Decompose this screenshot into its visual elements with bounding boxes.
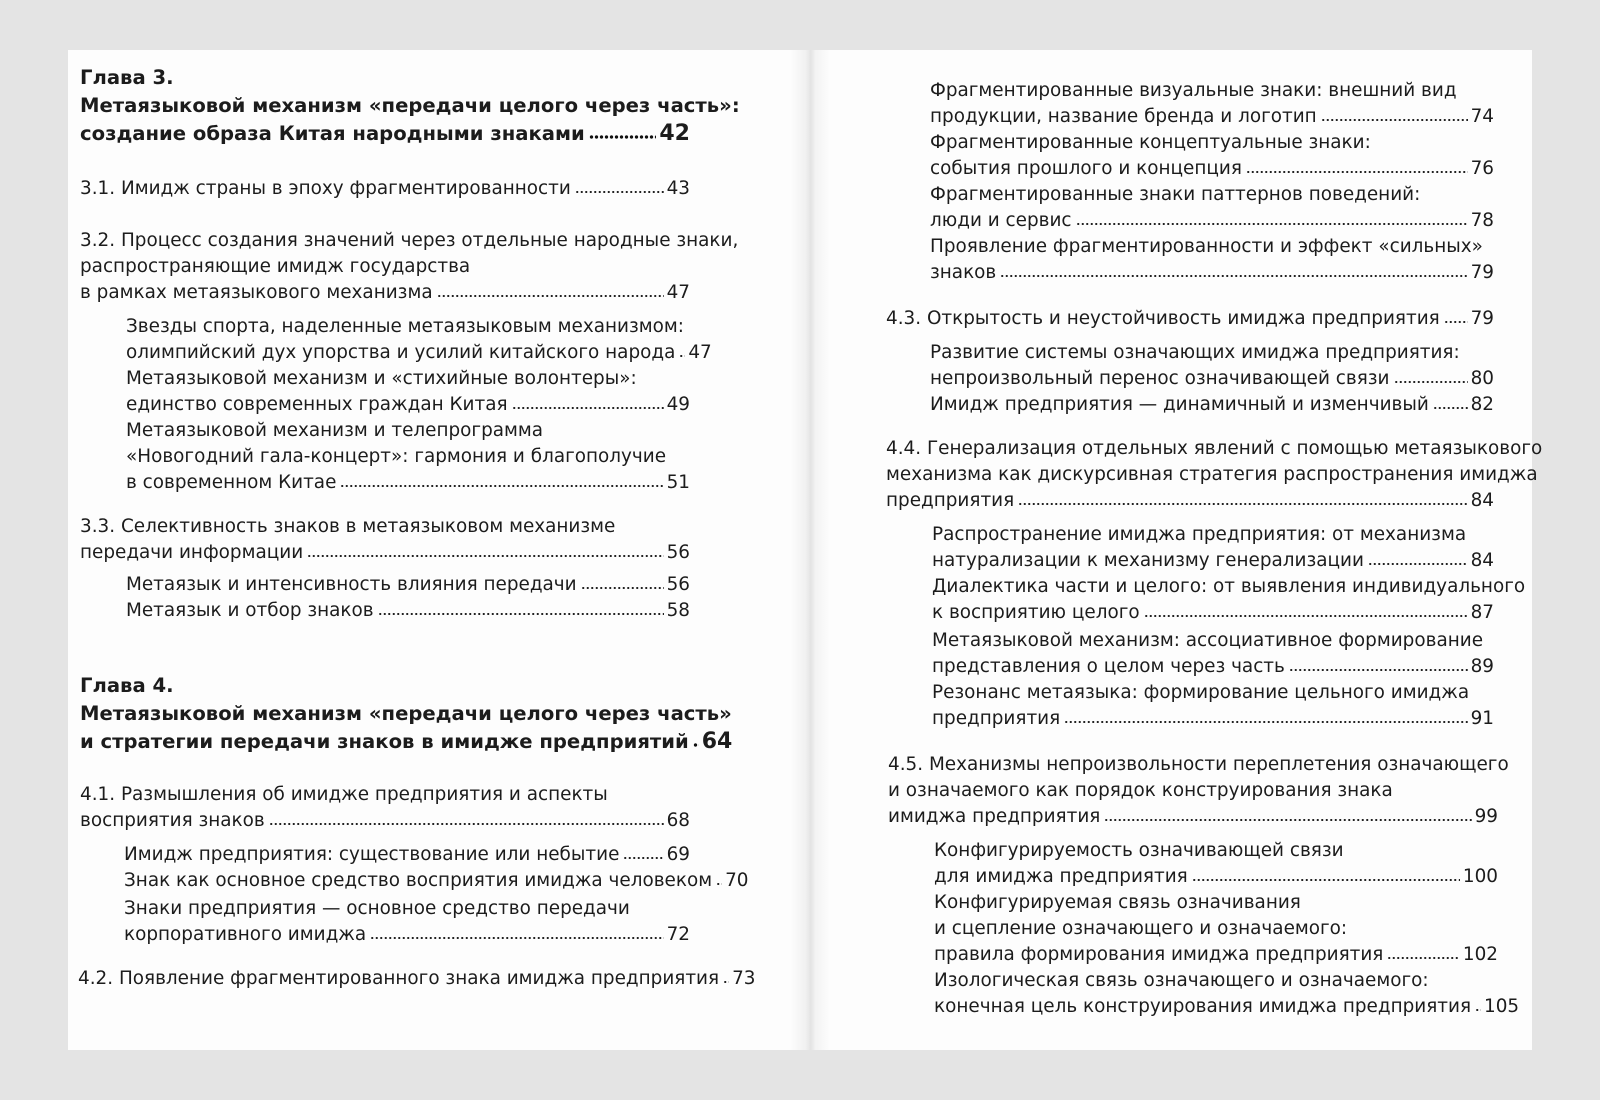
toc-subentry-gala[interactable]: в современном Китае 51 <box>126 470 690 496</box>
toc-text-3-3: 3.3. Селективность знаков в метаязыковом механизме <box>80 516 616 537</box>
toc-text-4-4: 4.4. Генерализация отдельных явлений с помощью метаязыкового <box>886 438 1543 459</box>
page-number: 78 <box>1470 210 1494 231</box>
chapter3-title-line: Метаязыковой механизм «передачи целого через часть»: <box>80 94 740 117</box>
toc-subentry-stars[interactable]: олимпийский дух упорства и усилий китайского народа 47 <box>126 340 690 366</box>
page-number: 69 <box>666 844 690 865</box>
toc-subentry-config-link[interactable]: правила формирования имиджа предприятия 102 <box>934 942 1498 968</box>
toc-subtext: Изологическая связь означающего и означаемого: <box>934 970 1429 991</box>
toc-entry-chapter3[interactable]: создание образа Китая народными знаками 42 <box>80 121 690 146</box>
page-number: 105 <box>1484 996 1520 1017</box>
toc-subtext: Конфигурируемость означивающей связи <box>934 840 1344 861</box>
page-number: 84 <box>1470 490 1494 511</box>
toc-subtext: и сцепление означающего и означаемого: <box>934 918 1348 939</box>
toc-subentry-visual[interactable]: продукции, название бренда и логотип 74 <box>930 104 1494 130</box>
toc-text-4-1: 4.1. Размышления об имидже предприятия и аспекты <box>80 784 608 805</box>
page-number: 49 <box>666 394 690 415</box>
toc-subtext: Диалектика части и целого: от выявления индивидуального <box>932 576 1526 597</box>
toc-subentry-selection[interactable]: Метаязык и отбор знаков 58 <box>126 598 690 624</box>
toc-text-3-2: 3.2. Процесс создания значений через отдельные народные знаки, <box>80 230 739 251</box>
toc-entry-4-3[interactable]: 4.3. Открытость и неустойчивость имиджа предприятия 79 <box>886 306 1494 332</box>
toc-subentry-isologic[interactable]: конечная цель конструирования имиджа предприятия 105 <box>934 994 1498 1020</box>
toc-text-3-2: распространяющие имидж государства <box>80 256 471 277</box>
right-page <box>812 50 1543 1050</box>
toc-text-4-5: 4.5. Механизмы непроизвольности переплетения означающего <box>888 754 1509 775</box>
toc-subtext: Фрагментированные концептуальные знаки: <box>930 132 1371 153</box>
toc-entry-4-2[interactable]: 4.2. Появление фрагментированного знака имиджа предприятия 73 <box>78 966 690 992</box>
toc-subentry-dialectic[interactable]: к восприятию целого 87 <box>932 600 1494 626</box>
page-number: 82 <box>1470 394 1494 415</box>
chapter4-title-line: Метаязыковой механизм «передачи целого через часть» <box>80 702 732 725</box>
toc-subentry-resonance[interactable]: предприятия 91 <box>932 706 1494 732</box>
page-number: 74 <box>1470 106 1494 127</box>
left-page <box>68 50 812 1050</box>
toc-subentry-dynamic[interactable]: Имидж предприятия — динамичный и изменчивый 82 <box>930 392 1494 418</box>
toc-subentry-assoc[interactable]: представления о целом через часть 89 <box>932 654 1494 680</box>
toc-entry-chapter4[interactable]: и стратегии передачи знаков в имидже предприятий 64 <box>80 729 733 754</box>
toc-subentry-corp-signs[interactable]: корпоративного имиджа 72 <box>124 922 690 948</box>
toc-entry-3-2[interactable]: в рамках метаязыкового механизма 47 <box>80 280 690 306</box>
chapter4-label: Глава 4. <box>80 674 174 697</box>
toc-subtext: «Новогодний гала-концерт»: гармония и благополучие <box>126 446 667 467</box>
page-number: 56 <box>666 574 690 595</box>
toc-subtext: Конфигурируемая связь означивания <box>934 892 1301 913</box>
page-number: 84 <box>1470 550 1494 571</box>
toc-entry-4-5[interactable]: имиджа предприятия 99 <box>888 804 1498 830</box>
toc-subentry-strong[interactable]: знаков 79 <box>930 260 1494 286</box>
page-number: 79 <box>1470 308 1494 329</box>
page-number: 99 <box>1474 806 1498 827</box>
page-number: 72 <box>666 924 690 945</box>
chapter3-label: Глава 3. <box>80 66 174 89</box>
page-number: 89 <box>1470 656 1494 677</box>
toc-subtext: Метаязыковой механизм: ассоциативное формирование <box>932 630 1484 651</box>
page-number: 43 <box>666 178 690 199</box>
page-number: 87 <box>1470 602 1494 623</box>
toc-subentry-sign[interactable]: Знак как основное средство восприятия имиджа человеком 70 <box>124 868 690 894</box>
page-number: 70 <box>725 870 749 891</box>
book-spread <box>68 50 1543 1050</box>
toc-subtext: Фрагментированные визуальные знаки: внешний вид <box>930 80 1457 101</box>
toc-entry-3-1[interactable]: 3.1. Имидж страны в эпоху фрагментированности 43 <box>80 176 690 202</box>
toc-subentry-behavior[interactable]: люди и сервис 78 <box>930 208 1494 234</box>
toc-subtext: Знаки предприятия — основное средство передачи <box>124 898 630 919</box>
toc-subtext: Фрагментированные знаки паттернов поведений: <box>930 184 1421 205</box>
page-number: 76 <box>1470 158 1494 179</box>
page-number: 80 <box>1470 368 1494 389</box>
page-number: 64 <box>701 729 733 754</box>
toc-subtext: Распространение имиджа предприятия: от механизма <box>932 524 1467 545</box>
toc-text-4-4: механизма как дискурсивная стратегия распространения имиджа <box>886 464 1538 485</box>
toc-subtext: Развитие системы означающих имиджа предприятия: <box>930 342 1460 363</box>
page-number: 47 <box>688 342 712 363</box>
toc-subtext: Проявление фрагментированности и эффект «сильных» <box>930 236 1483 257</box>
toc-subentry-spread[interactable]: натурализации к механизму генерализации 84 <box>932 548 1494 574</box>
page-number: 51 <box>666 472 690 493</box>
page-number: 68 <box>666 810 690 831</box>
toc-subtext: Звезды спорта, наделенные метаязыковым механизмом: <box>126 316 684 337</box>
toc-entry-3-3[interactable]: передачи информации 56 <box>80 540 690 566</box>
toc-subentry-config[interactable]: для имиджа предприятия 100 <box>934 864 1498 890</box>
toc-subentry-intensity[interactable]: Метаязык и интенсивность влияния передачи 56 <box>126 572 690 598</box>
page-number: 102 <box>1462 944 1498 965</box>
toc-entry-4-1[interactable]: восприятия знаков 68 <box>80 808 690 834</box>
page-number: 58 <box>666 600 690 621</box>
toc-entry-4-4[interactable]: предприятия 84 <box>886 488 1494 514</box>
page-number: 47 <box>666 282 690 303</box>
toc-subentry-volunteers[interactable]: единство современных граждан Китая 49 <box>126 392 690 418</box>
page-number: 79 <box>1470 262 1494 283</box>
toc-subtext: Метаязыковой механизм и «стихийные волонтеры»: <box>126 368 637 389</box>
page-number: 56 <box>666 542 690 563</box>
toc-subentry-existence[interactable]: Имидж предприятия: существование или небытие 69 <box>124 842 690 868</box>
page-number: 42 <box>659 121 690 146</box>
page-number: 91 <box>1470 708 1494 729</box>
page-number: 73 <box>732 968 756 989</box>
page-number: 100 <box>1462 866 1498 887</box>
toc-subtext: Резонанс метаязыка: формирование цельного имиджа <box>932 682 1470 703</box>
toc-subentry-conceptual[interactable]: события прошлого и концепция 76 <box>930 156 1494 182</box>
toc-subentry-system[interactable]: непроизвольный перенос означивающей связи 80 <box>930 366 1494 392</box>
toc-subtext: Метаязыковой механизм и телепрограмма <box>126 420 544 441</box>
toc-text-4-5: и означаемого как порядок конструирования знака <box>888 780 1393 801</box>
